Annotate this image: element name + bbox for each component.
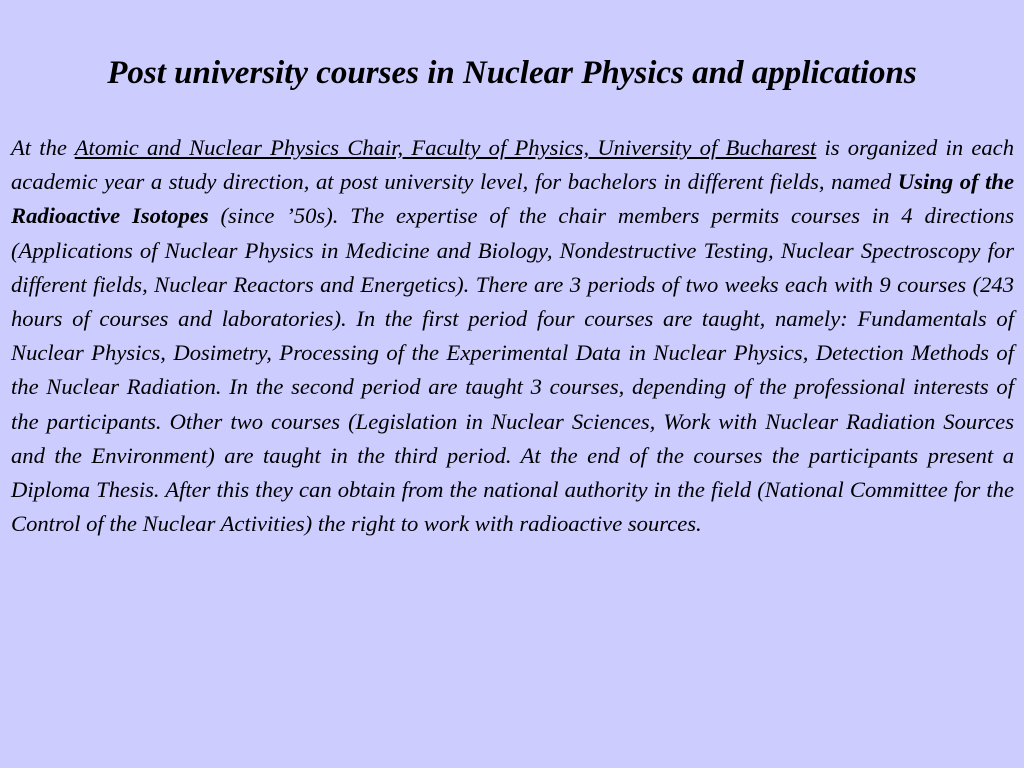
body-paragraph (11, 131, 1014, 541)
paragraph-intro: At the (11, 135, 75, 160)
chair-link[interactable]: Atomic and Nuclear Physics Chair, Faculty of Physics, University of Bucharest (74, 135, 817, 160)
slide-title: Post university courses in Nuclear Physics and applications (107, 55, 917, 91)
paragraph-middle: is organized in each academic year a study direction, at post university level, for bachelors in different fields, named (11, 135, 1014, 195)
direction-name: Using of the Radioactive Isotopes (11, 169, 1014, 229)
paragraph-rest: (since ’50s). The expertise of the chair members permits courses in 4 directions (Applications of Nuclear Physics in Medicine and Biology, Nondestructive Testing, Nuclear Spectroscopy for different fields, Nuclear Reactors and Energetics). There are 3 periods of two weeks each with 9 courses (243 hours of courses and laboratories). In the first period four courses are taught, namely: Fundamentals of Nuclear Physics, Dosimetry, Processing of the Experimental Data in Nuclear Physics, Detection Methods of the Nuclear Radiation. In the second period are taught 3 courses, depending of the professional interests of the participants. Other two courses (Legislation in Nuclear Sciences, Work with Nuclear Radiation Sources and the Environment) are taught in the third period. At the end of the courses the participants present a Diploma Thesis. After this they can obtain from the national authority in the field (National Committee for the Control of the Nuclear Activities) the right to work with radioactive sources. (11, 203, 1014, 537)
